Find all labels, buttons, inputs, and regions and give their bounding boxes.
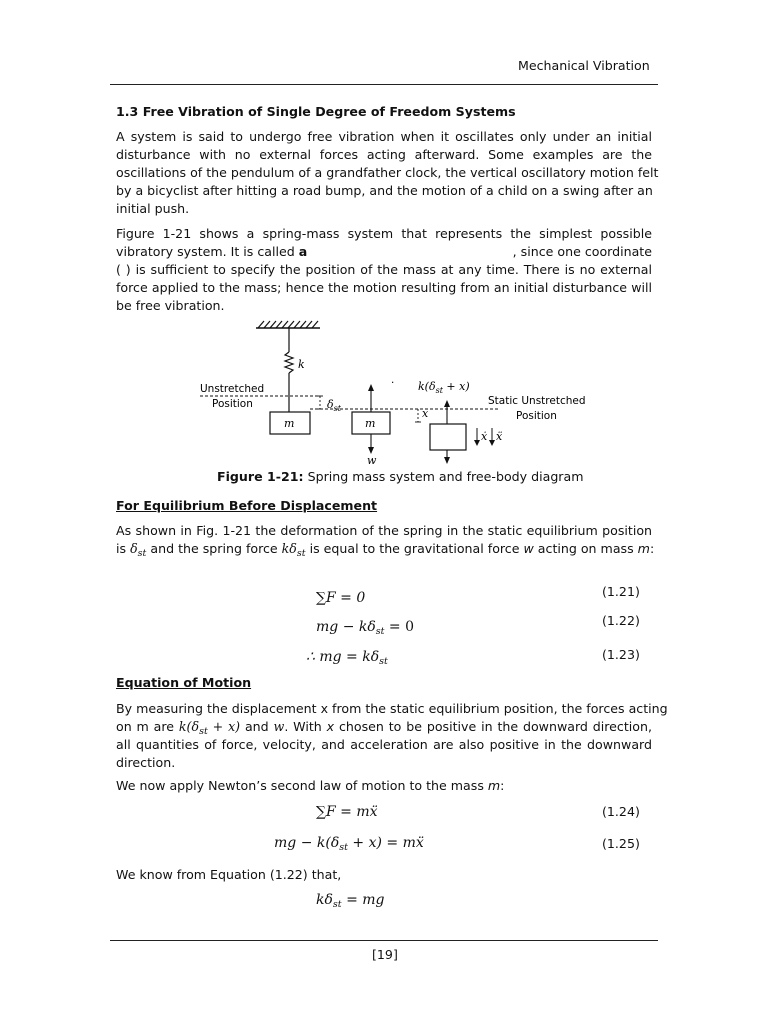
unstretched-label: Unstretched [200, 383, 265, 395]
x-symbol: x [326, 719, 335, 734]
footer-rule [110, 940, 658, 941]
equation-part: mg − k(δ [274, 835, 340, 851]
equilibrium-paragraph [116, 522, 655, 559]
equation-1-22 [316, 619, 414, 637]
m-symbol: m [637, 541, 650, 556]
figure-para-text: vibratory system. It is called [116, 244, 295, 259]
intro-line: oscillations of the pendulum of a grandfather clock, the vertical oscillatory motion felt [116, 165, 659, 180]
equilibrium-heading: For Equilibrium Before Displacement [116, 498, 378, 513]
dot-mark: · [391, 377, 395, 389]
mass-label: m [284, 417, 295, 430]
motion-text: chosen to be positive in the downward direction, [334, 719, 652, 734]
figure-para-bold: a [298, 244, 308, 259]
ceiling-hatch [256, 321, 320, 328]
figure-para-line [116, 243, 652, 261]
spring-mass-diagram [190, 316, 600, 466]
motion-text: . With [284, 719, 327, 734]
figure-paragraph [116, 225, 652, 315]
equilibrium-text: : [649, 541, 655, 556]
intro-line: disturbance with no external forces acting afterward. Some examples are the [116, 147, 652, 162]
displaced-mass-box [430, 424, 466, 450]
velocity-label: ẋ [481, 430, 488, 443]
equation-number: (1.22) [602, 613, 640, 628]
motion-line [116, 718, 652, 736]
equilibrium-line: As shown in Fig. 1-21 the deformation of the spring in the static equilibrium position [116, 523, 652, 538]
equation-1-23 [306, 649, 388, 667]
intro-line: by a bicyclist after hitting a road bump, and the motion of a child on a swing after an [116, 183, 653, 198]
equation-1-24: ∑F = mẍ [316, 804, 378, 820]
equation-sub: st [339, 842, 348, 853]
equation-sub: st [375, 626, 385, 637]
equilibrium-text: and the spring force [146, 541, 282, 556]
acceleration-label: ẍ [496, 430, 503, 443]
w-symbol: w [523, 541, 534, 556]
static-position-label: Position [516, 410, 557, 422]
figure-para-line: be free vibration. [116, 298, 225, 313]
delta-label: $\delta_{st}$ [327, 398, 341, 413]
motion-text: and [240, 719, 274, 734]
equilibrium-line [116, 540, 655, 559]
equation-part: kδ [316, 892, 333, 908]
equation-sub: st [332, 899, 342, 910]
equation-number: (1.21) [602, 584, 640, 599]
equilibrium-text: acting on mass [533, 541, 638, 556]
equation-part: = 0 [384, 619, 415, 635]
equation-1-25 [274, 835, 424, 853]
acceleration-arrowhead [489, 440, 495, 446]
motion-line: all quantities of force, velocity, and acceleration are also positive in the downward [116, 737, 652, 752]
unstretched-position-label: Position [212, 398, 253, 410]
static-label: Static Unstretched [488, 395, 586, 407]
figure-para-line: force applied to the mass; hence the motion resulting from an initial disturbance will [116, 280, 652, 295]
page-number: [19] [372, 947, 398, 962]
displaced-spring-force-arrowhead [444, 400, 450, 407]
equation-part: = mg [341, 892, 385, 908]
newton-sentence [116, 778, 504, 793]
intro-line: initial push. [116, 201, 190, 216]
displaced-weight-arrowhead [444, 457, 450, 464]
equation-part: + x) = mẍ [347, 835, 424, 851]
spring-label: k [298, 358, 305, 371]
figure-para-text: , since one coordinate [512, 244, 652, 259]
motion-line: direction. [116, 755, 176, 770]
figure-para-line: ( ) is sufficient to specify the position of the mass at any time. There is no external [116, 262, 652, 277]
closing-equation [316, 892, 385, 910]
equation-1-21: ∑F = 0 [316, 590, 366, 606]
spring-force-label: $k(\delta_{st} + x)$ [418, 380, 470, 395]
w-symbol: w [273, 719, 285, 734]
weight-arrowhead [368, 447, 374, 454]
intro-line: A system is said to undergo free vibration when it oscillates only under an initial [116, 129, 652, 144]
delta-st-symbol: $\delta_{st}$ [130, 541, 147, 559]
motion-text: on m are [116, 719, 179, 734]
equation-number: (1.24) [602, 804, 640, 819]
caption-label: Figure 1-21: [217, 469, 304, 484]
newton-text: We now apply Newton’s second law of motion to the mass [116, 778, 488, 793]
running-header: Mechanical Vibration [518, 58, 650, 73]
spring-force-symbol: $k(\delta_{st} + x)$ [178, 719, 241, 737]
caption-text: Spring mass system and free-body diagram [303, 469, 584, 484]
newton-text: : [500, 778, 505, 793]
spring-force-arrowhead [368, 384, 374, 391]
header-rule [110, 84, 658, 85]
equilibrium-text: is equal to the gravitational force [305, 541, 524, 556]
motion-line: By measuring the displacement x from the static equilibrium position, the forces acting [116, 701, 668, 716]
equation-part: ∴ mg = kδ [306, 649, 380, 665]
spring [285, 328, 293, 412]
intro-paragraph [116, 128, 659, 218]
m-symbol: m [487, 778, 501, 793]
k-delta-st-symbol: $k\delta_{st}$ [281, 541, 306, 559]
equation-part: mg − kδ [316, 619, 376, 635]
closing-text: We know from Equation (1.22) that, [116, 867, 342, 882]
equation-number: (1.25) [602, 836, 640, 851]
velocity-arrowhead [474, 440, 480, 446]
figure-para-line: Figure 1-21 shows a spring-mass system that represents the simplest possible [116, 226, 652, 241]
motion-paragraph [116, 700, 668, 772]
x-label: x [422, 407, 429, 420]
figure-caption [217, 469, 583, 484]
equation-number: (1.23) [602, 647, 640, 662]
weight-label: w [367, 454, 377, 466]
fbd-mass-label: m [365, 417, 376, 430]
equation-sub: st [379, 656, 388, 667]
section-title: 1.3 Free Vibration of Single Degree of Freedom Systems [116, 104, 516, 119]
motion-heading: Equation of Motion [116, 675, 252, 690]
equilibrium-text: is [116, 541, 131, 556]
